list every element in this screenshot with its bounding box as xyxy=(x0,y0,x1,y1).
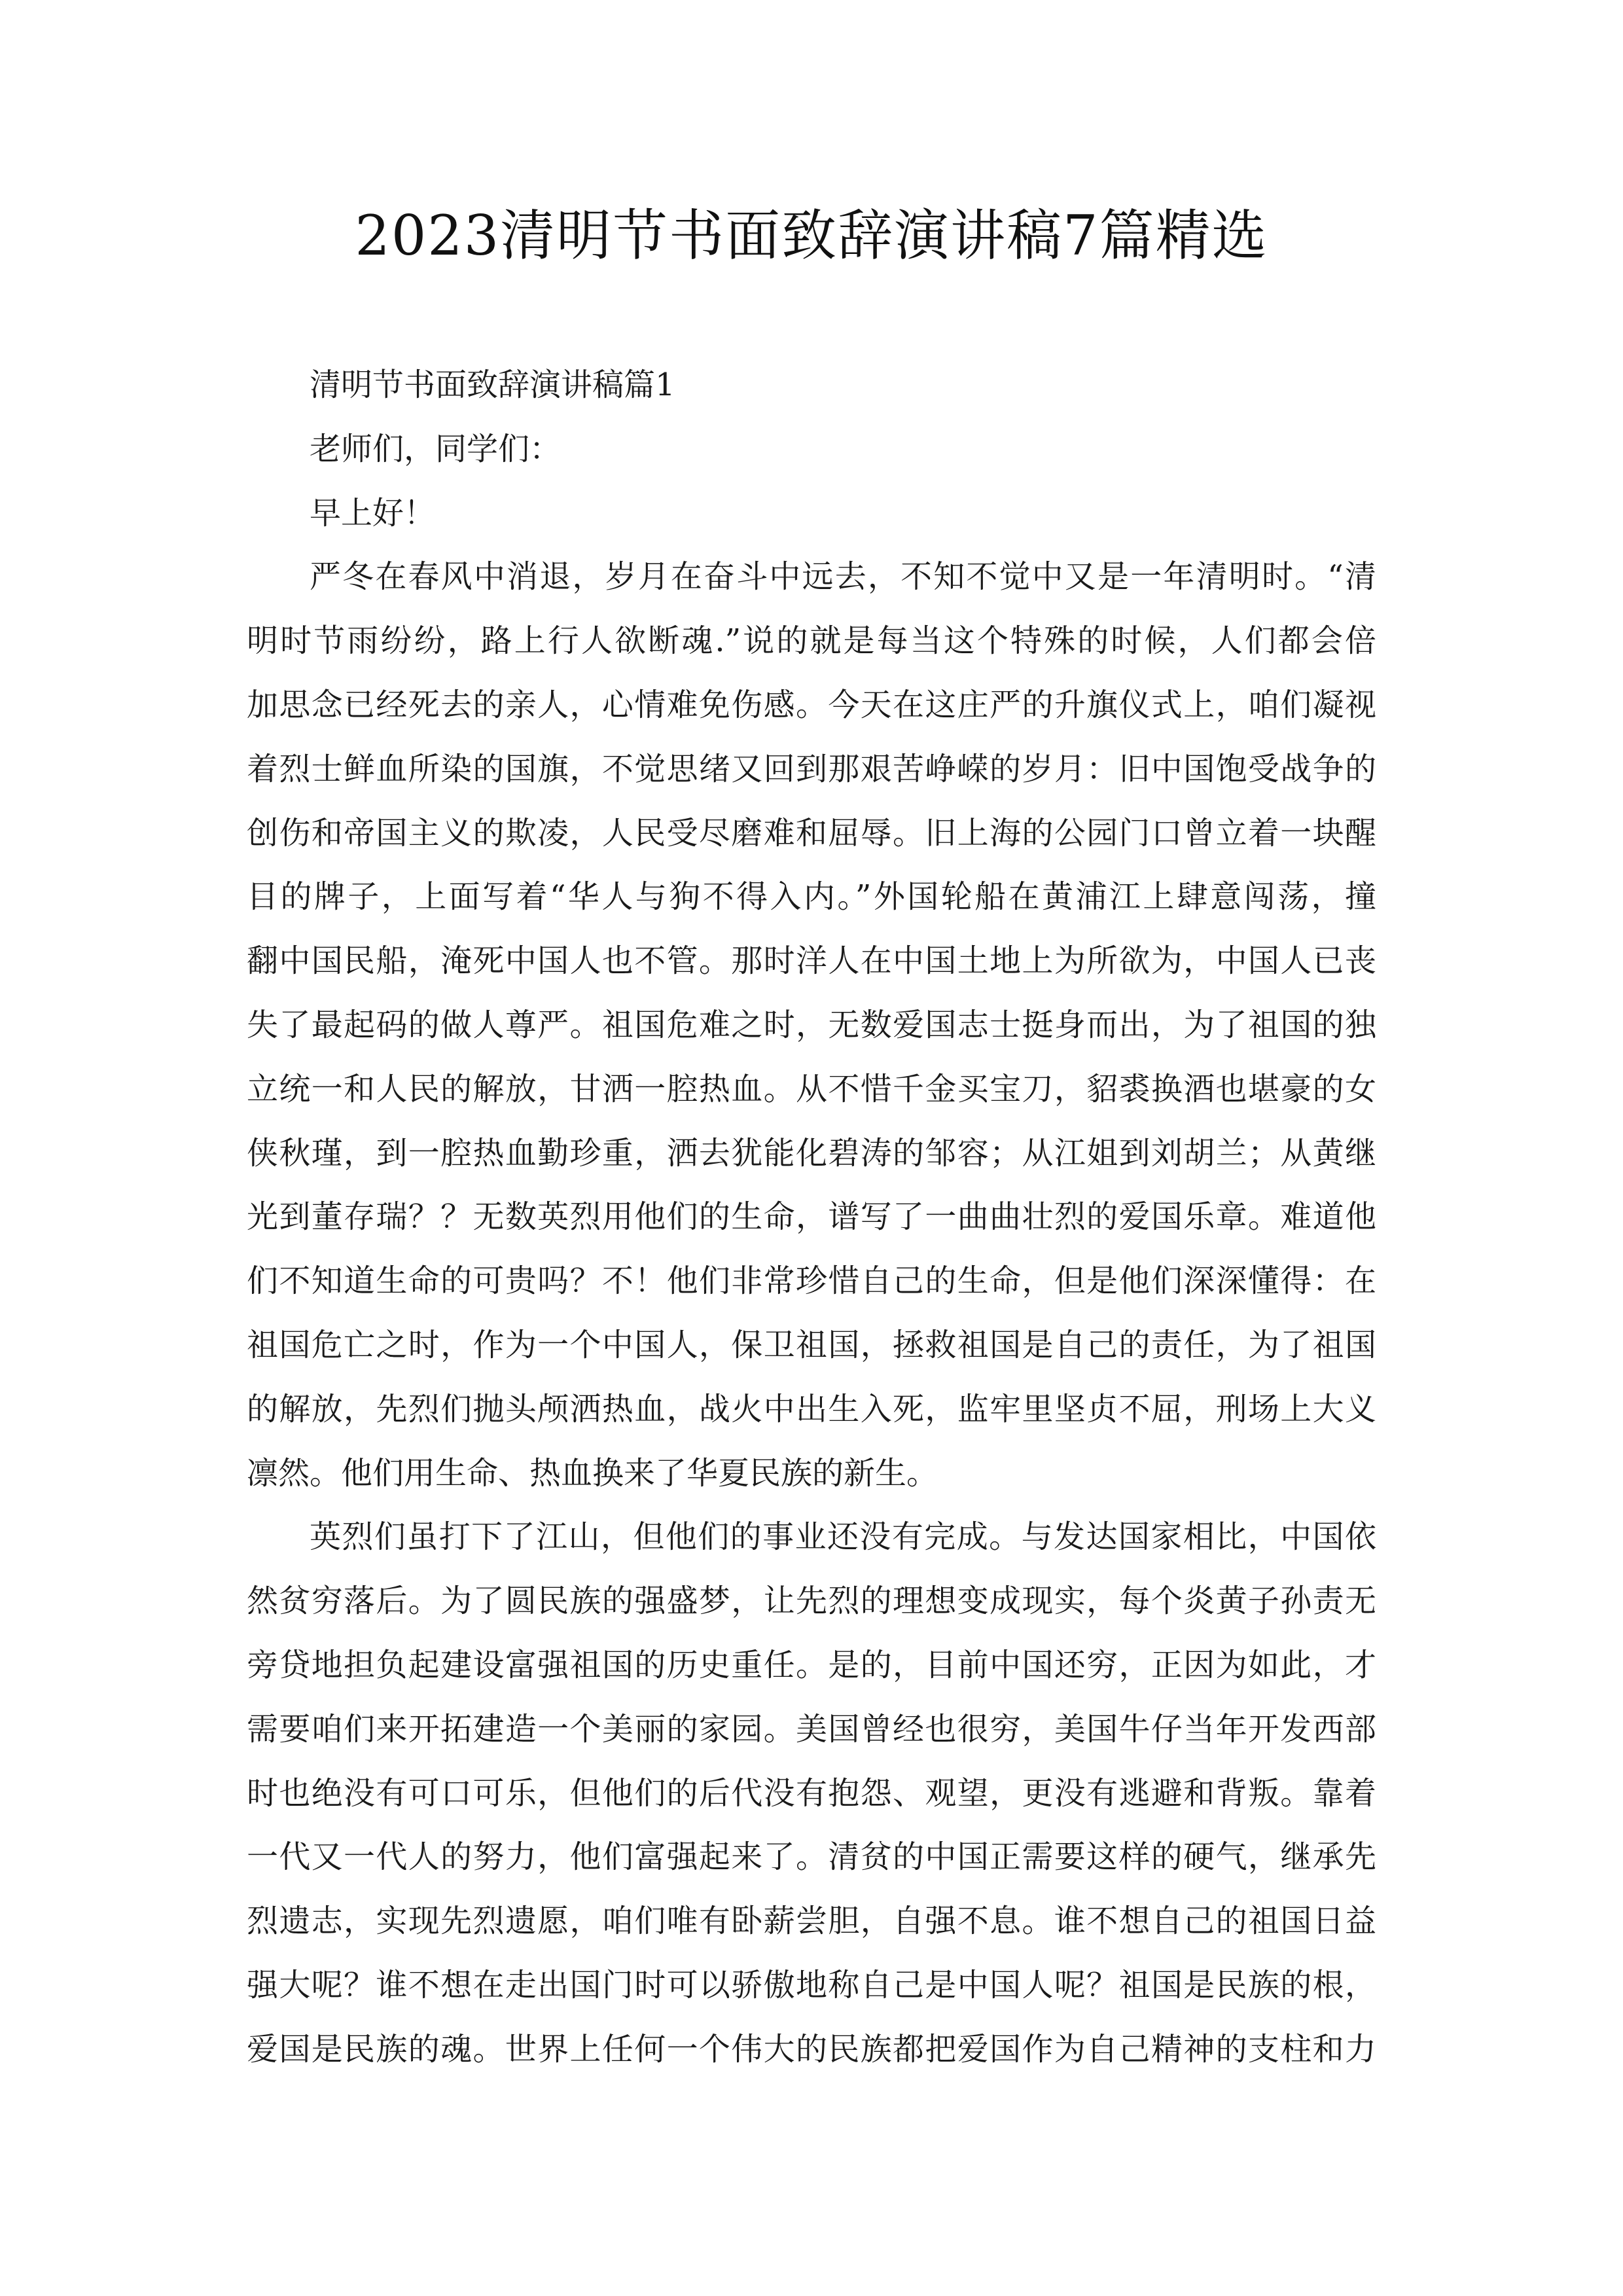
text-line: 凛然。他们用生命、热血换来了华夏民族的新生。 xyxy=(247,1454,938,1492)
text-line: 们不知道生命的可贵吗？不！他们非常珍惜自己的生命，但是他们深深懂得：在 xyxy=(247,1263,1376,1300)
text-line: 祖国危亡之时，作为一个中国人，保卫祖国，拯救祖国是自己的责任，为了祖国 xyxy=(247,1326,1376,1363)
text-line: 严冬在春风中消退，岁月在奋斗中远去，不知不觉中又是一年清明时。“清 xyxy=(310,558,1376,596)
text-line: 时也绝没有可口可乐，但他们的后代没有抱怨、观望，更没有逃避和背叛。靠着 xyxy=(247,1774,1376,1812)
text-line: 清明节书面致辞演讲稿篇1 xyxy=(310,367,675,403)
text-line: 翻中国民船，淹死中国人也不管。那时洋人在中国土地上为所欲为，中国人已丧 xyxy=(247,942,1376,980)
text-line: 侠秋瑾，到一腔热血勤珍重，洒去犹能化碧涛的邹容；从江姐到刘胡兰；从黄继 xyxy=(247,1134,1376,1172)
text-line: 创伤和帝国主义的欺凌，人民受尽磨难和屈辱。旧上海的公园门口曾立着一块醒 xyxy=(247,814,1376,852)
text-line: 光到董存瑞？？无数英烈用他们的生命，谱写了一曲曲壮烈的爱国乐章。难道他 xyxy=(247,1198,1376,1236)
text-line: 明时节雨纷纷，路上行人欲断魂.”说的就是每当这个特殊的时候，人们都会倍 xyxy=(247,622,1376,660)
text-line: 加思念已经死去的亲人，心情难免伤感。今天在这庄严的升旗仪式上，咱们凝视 xyxy=(247,686,1376,723)
document-body xyxy=(247,353,1376,2082)
text-line: 失了最起码的做人尊严。祖国危难之时，无数爱国志士挺身而出，为了祖国的独 xyxy=(247,1006,1376,1043)
text-line: 需要咱们来开拓建造一个美丽的家园。美国曾经也很穷，美国牛仔当年开发西部 xyxy=(247,1710,1376,1748)
text-line: 早上好！ xyxy=(310,494,436,531)
text-line: 烈遗志，实现先烈遗愿，咱们唯有卧薪尝胆，自强不息。谁不想自己的祖国日益 xyxy=(247,1903,1376,1940)
text-line: 一代又一代人的努力，他们富强起来了。清贫的中国正需要这样的硬气，继承先 xyxy=(247,1839,1376,1876)
text-line: 旁贷地担负起建设富强祖国的历史重任。是的，目前中国还穷，正因为如此，才 xyxy=(247,1646,1376,1683)
text-line: 老师们，同学们： xyxy=(310,430,562,467)
text-line: 目的牌子，上面写着“华人与狗不得入内。”外国轮船在黄浦江上肆意闯荡，撞 xyxy=(247,878,1376,916)
document-title: 2023清明节书面致辞演讲稿7篇精选 xyxy=(355,204,1268,268)
text-line: 然贫穷落后。为了圆民族的强盛梦，让先烈的理想变成现实，每个炎黄子孙责无 xyxy=(247,1583,1376,1620)
text-line: 强大呢？谁不想在走出国门时可以骄傲地称自己是中国人呢？祖国是民族的根， xyxy=(247,1966,1376,2003)
text-line: 着烈士鲜血所染的国旗，不觉思绪又回到那艰苦峥嵘的岁月：旧中国饱受战争的 xyxy=(247,750,1376,787)
text-line: 的解放，先烈们抛头颅洒热血，战火中出生入死，监牢里坚贞不屈，刑场上大义 xyxy=(247,1390,1376,1427)
text-line: 爱国是民族的魂。世界上任何一个伟大的民族都把爱国作为自己精神的支柱和力 xyxy=(247,2030,1376,2068)
text-line: 立统一和人民的解放，甘洒一腔热血。从不惜千金买宝刀，貂裘换酒也堪豪的女 xyxy=(247,1070,1376,1107)
text-line: 英烈们虽打下了江山，但他们的事业还没有完成。与发达国家相比，中国依 xyxy=(310,1518,1376,1556)
